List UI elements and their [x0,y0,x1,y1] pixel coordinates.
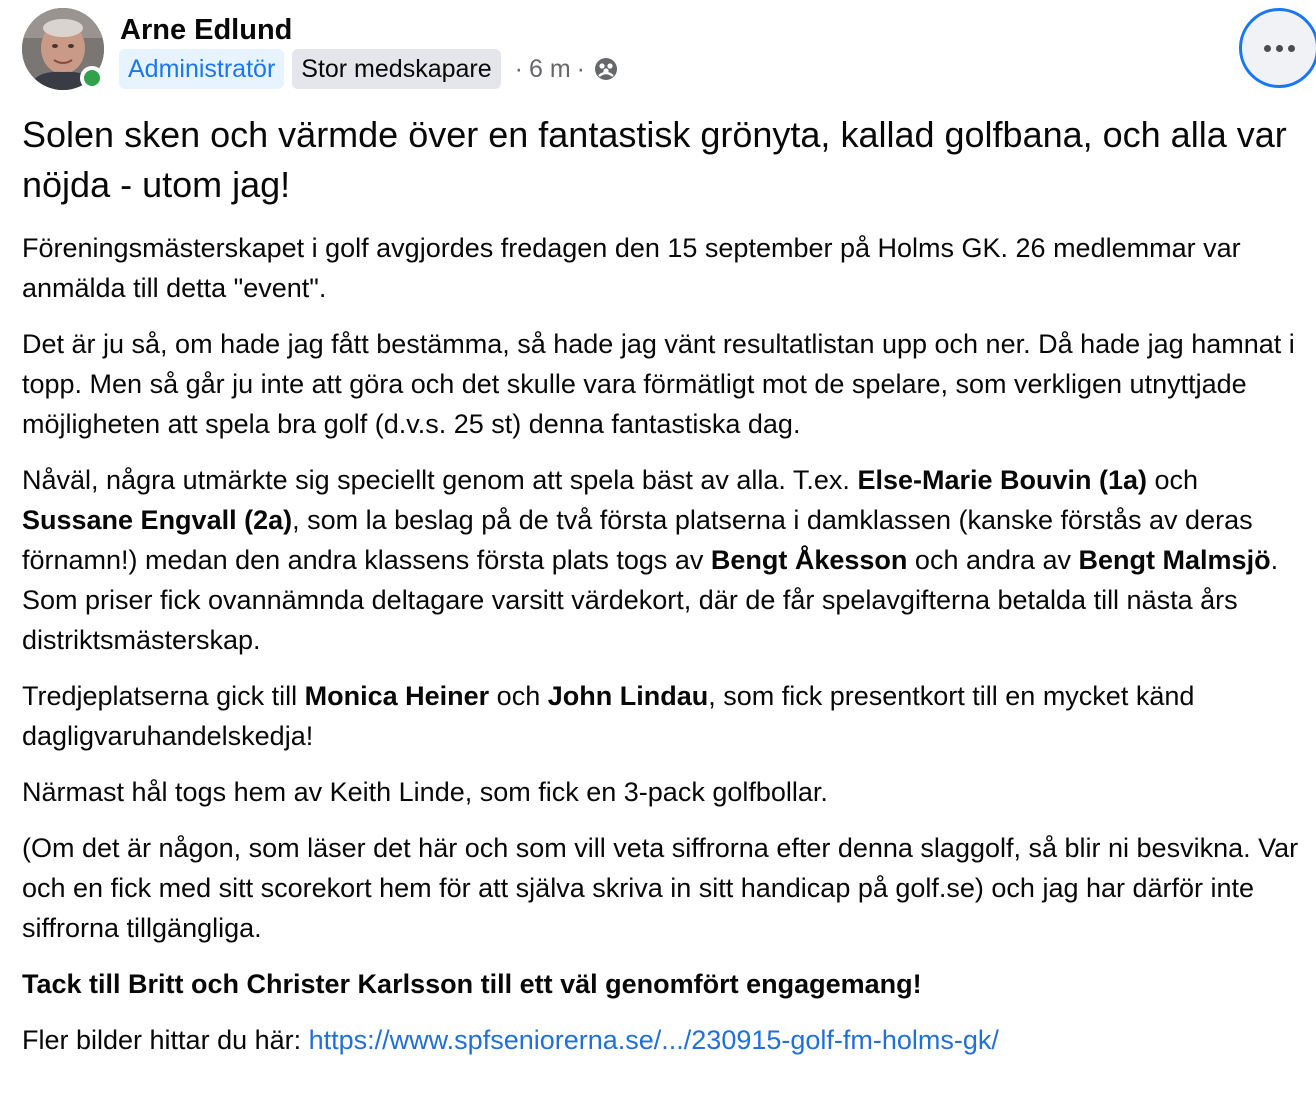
p3-text-3: , som la beslag på de två första platserna i damklassen (kanske förstås av deras förnamn!) medan den andra klassens första plats togs av [22,505,1253,575]
meta-separator: · [576,54,585,83]
paragraph-3 [22,460,1314,660]
more-photos-text: Fler bilder hittar du här: [22,1025,309,1055]
post-meta [119,49,619,89]
winner-name: Bengt Åkesson [710,545,908,575]
creator-badge[interactable]: Stor medskapare [292,49,500,89]
paragraph-2: Det är ju så, om hade jag fått bestämma, så hade jag vänt resultatlistan upp och ner. Då hade jag hamnat i topp. Men så går ju inte att göra och det skulle vara förmätligt mot de spelare, som verkligen utnyttjade möjligheten att spela bra golf (d.v.s. 25 st) denna fantastiska dag. [22,329,1295,439]
p3-text-1: Nåväl, några utmärkte sig speciellt genom att spela bäst av alla. T.ex. [22,465,858,495]
p3-text-5: . Som priser fick ovannämnda deltagare varsitt värdekort, där de får spelavgifterna betalda till nästa års distriktsmästerskap. [22,545,1279,655]
winner-name: Bengt Malmsjö [1078,545,1271,575]
post-timestamp[interactable]: 6 m [528,54,571,83]
paragraph-5: Närmast hål togs hem av Keith Linde, som fick en 3-pack golfbollar. [22,777,828,807]
meta-separator: · [514,54,523,83]
p4-text-2: och [489,681,548,711]
p3-text-4: och andra av [907,545,1079,575]
paragraph-1: Föreningsmästerskapet i golf avgjordes fredagen den 15 september på Holms GK. 26 medlemmar var anmälda till detta "event". [22,233,1241,303]
winner-name: John Lindau [547,681,709,711]
winner-name: Monica Heiner [304,681,490,711]
more-options-icon [1288,45,1295,52]
post-header [22,8,1316,98]
paragraph-8 [22,1020,1314,1060]
paragraph-7 [22,964,1314,1004]
more-options-icon [1276,45,1283,52]
author-name[interactable]: Arne Edlund [120,14,293,46]
online-status-indicator [80,66,104,90]
more-options-button[interactable] [1239,8,1316,88]
paragraph-6: (Om det är någon, som läser det här och som vill veta siffrorna efter denna slaggolf, så blir ni besvikna. Var och en fick med sitt scorekort hem för att själva skriva in sitt handicap på golf.se) och jag har därför inte siffrorna tillgängliga. [22,833,1299,943]
winner-name: Sussane Engvall (2a) [22,505,293,535]
admin-badge[interactable]: Administratör [119,49,284,89]
winner-name: Else-Marie Bouvin (1a) [857,465,1148,495]
post-title: Solen sken och värmde över en fantastisk grönyta, kallad golfbana, och alla var nöjda - utom jag! [22,114,1287,205]
globe-icon[interactable] [593,56,619,82]
paragraph-4 [22,676,1314,756]
post-body [22,228,1314,1076]
p4-text-1: Tredjeplatserna gick till [22,681,305,711]
p3-text-2: och [1147,465,1199,495]
p4-text-3: , som fick presentkort till en mycket känd dagligvaruhandelskedja! [22,681,1195,751]
thanks-text: Tack till Britt och Christer Karlsson till ett väl genomfört engagemang! [22,969,922,999]
more-options-icon [1264,45,1271,52]
more-photos-link[interactable]: https://www.spfseniorerna.se/.../230915-golf-fm-holms-gk/ [308,1025,999,1055]
